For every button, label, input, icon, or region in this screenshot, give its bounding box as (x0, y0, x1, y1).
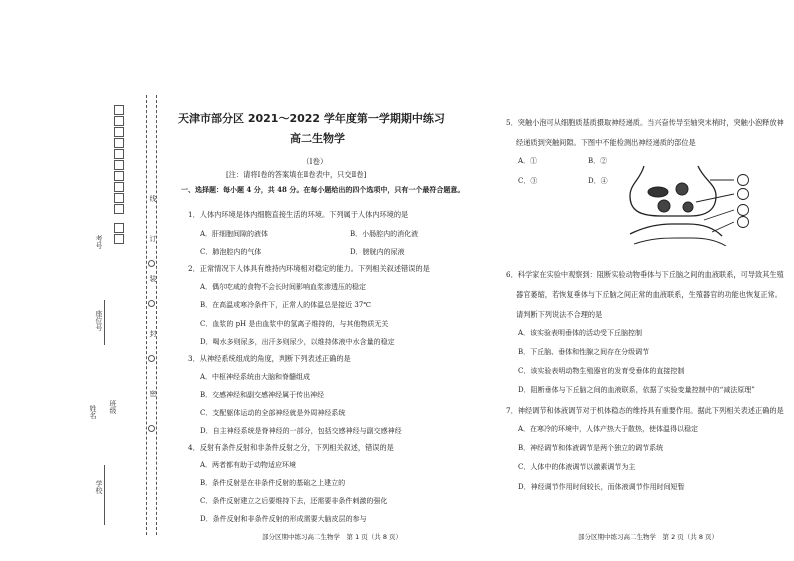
q2-option-a: A．偶尔吃咸的食物不会长时间影响血浆渗透压的稳定 (200, 283, 367, 291)
q5-option-c: C．③ (518, 177, 538, 185)
exam-number-boxes (114, 105, 124, 215)
q7-stem: 7．神经调节和体液调节对于机体稳态的维持具有重要作用。据此下列相关表述正确的是 (506, 406, 784, 415)
synaptic-vesicle-3 (683, 202, 693, 212)
seat-underline (104, 300, 105, 345)
postsynaptic-lower (634, 238, 726, 246)
q6-stem-line-1: 6．科学家在实验中观察到：阻断实验动物垂体与下丘脑之间的血液联系，可导致其生殖 (506, 270, 784, 279)
q7-option-b: B．神经调节和体液调节是两个独立的调节系统 (518, 444, 664, 452)
q1-option-a: A．肝细胞间隙的液体 (200, 230, 269, 238)
q2-stem: 2．正常情况下人体具有维持内环境相对稳定的能力。下列相关叙述错误的是 (188, 264, 430, 273)
q6-stem-line-2: 器官萎缩，若恢复垂体与下丘脑之间正常的血液联系，生殖器官的功能也恢复正常。 (516, 290, 782, 299)
answer-note: [注：请将Ⅰ卷的答案填在Ⅱ卷表中，只交Ⅱ卷] (226, 170, 367, 179)
q4-stem: 4．反射有条件反射和非条件反射之分，下列相关叙述，错误的是 (188, 443, 394, 452)
binding-margin (89, 95, 164, 535)
seal-circle-3 (148, 355, 155, 362)
axon-terminal-outline (630, 166, 716, 216)
q6-option-c: C．该实验表明动物生殖器官的发育受垂体的直接控制 (518, 367, 685, 375)
label-circle-1 (738, 175, 749, 186)
q7-option-c: C．人体中的体液调节以激素调节为主 (518, 463, 636, 471)
seal-circle-2 (148, 300, 155, 307)
pointer-4 (712, 222, 734, 232)
exam-no-label: 考号 (95, 235, 103, 249)
school-underline (104, 465, 105, 525)
q4-option-b: B．条件反射是在非条件反射的基础之上建立的 (200, 479, 346, 487)
seal-circle-4 (148, 425, 155, 432)
q4-option-c: C．条件反射建立之后要维持下去，还需要非条件刺激的强化 (200, 497, 388, 505)
q5-option-a: A．① (518, 157, 538, 165)
class-label: 班级 (109, 400, 117, 414)
seal-char-mi: 密 (149, 390, 157, 397)
q2-option-b: B．在高温或寒冷条件下，正常人的体温总是接近 37℃ (200, 301, 372, 309)
q1-option-c: C．肺泡腔内的气体 (200, 248, 262, 256)
page-2-footer: 部分区期中练习高二生物学 第 2 页（共 8 页） (578, 533, 719, 541)
page-1-footer: 部分区期中练习高二生物学 第 1 页（共 8 页） (262, 533, 403, 541)
seal-char-xian: 线 (149, 195, 157, 202)
q3-stem: 3．从神经系统组成的角度，判断下列表述正确的是 (188, 354, 351, 363)
seal-char-ding: 订 (149, 235, 157, 242)
seal-line-inner (156, 95, 157, 535)
q7-option-a: A．在寒冷的环境中，人体产热大于散热，使体温得以稳定 (518, 425, 699, 433)
q6-option-a: A．该实验表明垂体的活动受下丘脑控制 (518, 329, 643, 337)
q3-option-b: B．交感神经和副交感神经属于传出神经 (200, 391, 325, 399)
q1-stem: 1．人体内环境是体内细胞直接生活的环境。下列属于人体内环境的是 (188, 210, 409, 219)
seat-number-boxes (114, 223, 124, 245)
q1-option-b: B．小肠腔内的消化液 (350, 230, 419, 238)
synapse-diagram (626, 162, 766, 246)
q5-option-b: B．② (588, 157, 608, 165)
seal-circle-1 (148, 260, 155, 267)
q6-stem-line-3: 请判断下列说法不合理的是 (516, 310, 603, 319)
q6-option-d: D．阻断垂体与下丘脑之间的血液联系，依据了实验变量控制中的“减法原理” (518, 386, 755, 394)
label-circle-2 (738, 189, 749, 200)
q5-option-d: D．④ (588, 177, 608, 185)
synaptic-vesicle-1 (676, 183, 688, 195)
q5-stem-line-2: 经递质到突触间隙。下图中不能检测出神经递质的部位是 (516, 138, 696, 147)
seal-char-feng: 封 (149, 330, 157, 337)
q2-option-c: C．血浆的 pH 是由血浆中的氢离子维持的，与其他物质无关 (200, 320, 389, 328)
exam-subtitle: 高二生物学 (290, 132, 345, 145)
name-label: 姓名 (89, 405, 97, 419)
q3-option-c: C．支配躯体运动的全部神经就是外周神经系统 (200, 409, 346, 417)
q7-option-d: D．神经调节作用时间较长，而体液调节作用时间短暂 (518, 483, 685, 491)
seat-no-label: 座位号 (95, 310, 103, 331)
q3-option-a: A．中枢神经系统由大脑和脊髓组成 (200, 373, 311, 381)
school-label: 学校 (95, 480, 103, 494)
exam-title: 天津市部分区 2021～2022 学年度第一学期期中练习 (178, 112, 445, 125)
q3-option-d: D．自主神经系统是脊神经的一部分，包括交感神经与副交感神经 (200, 427, 402, 435)
seal-char-zhuang: 装 (149, 275, 157, 282)
seal-line-outer (146, 95, 147, 535)
label-circle-4 (738, 217, 749, 228)
q1-option-d: D．膀胱内的尿液 (350, 248, 405, 256)
section-heading: 一、选择题：每小题 4 分，共 48 分。在每小题给出的四个选项中，只有一个最符合题意。 (181, 185, 465, 194)
synaptic-vesicle-2 (658, 200, 670, 212)
q4-option-a: A．两者都有助于动物适应环境 (200, 461, 297, 469)
label-circle-3 (738, 205, 749, 216)
mitochondrion (648, 187, 668, 197)
q4-option-d: D．条件反射和非条件反射的形成需要大脑皮层的参与 (200, 515, 367, 523)
q6-option-b: B．下丘脑、垂体和性腺之间存在分级调节 (518, 348, 650, 356)
q2-option-d: D．喝水多则尿多，出汗多则尿少，以维持体液中水含量的稳定 (200, 338, 395, 346)
q5-stem-line-1: 5．突触小泡可从细胞质基质摄取神经递质。当兴奋传导至轴突末梢时，突触小泡释放神 (506, 118, 784, 127)
volume-label: （Ⅰ卷） (302, 157, 328, 166)
postsynaptic-membrane (630, 224, 722, 236)
